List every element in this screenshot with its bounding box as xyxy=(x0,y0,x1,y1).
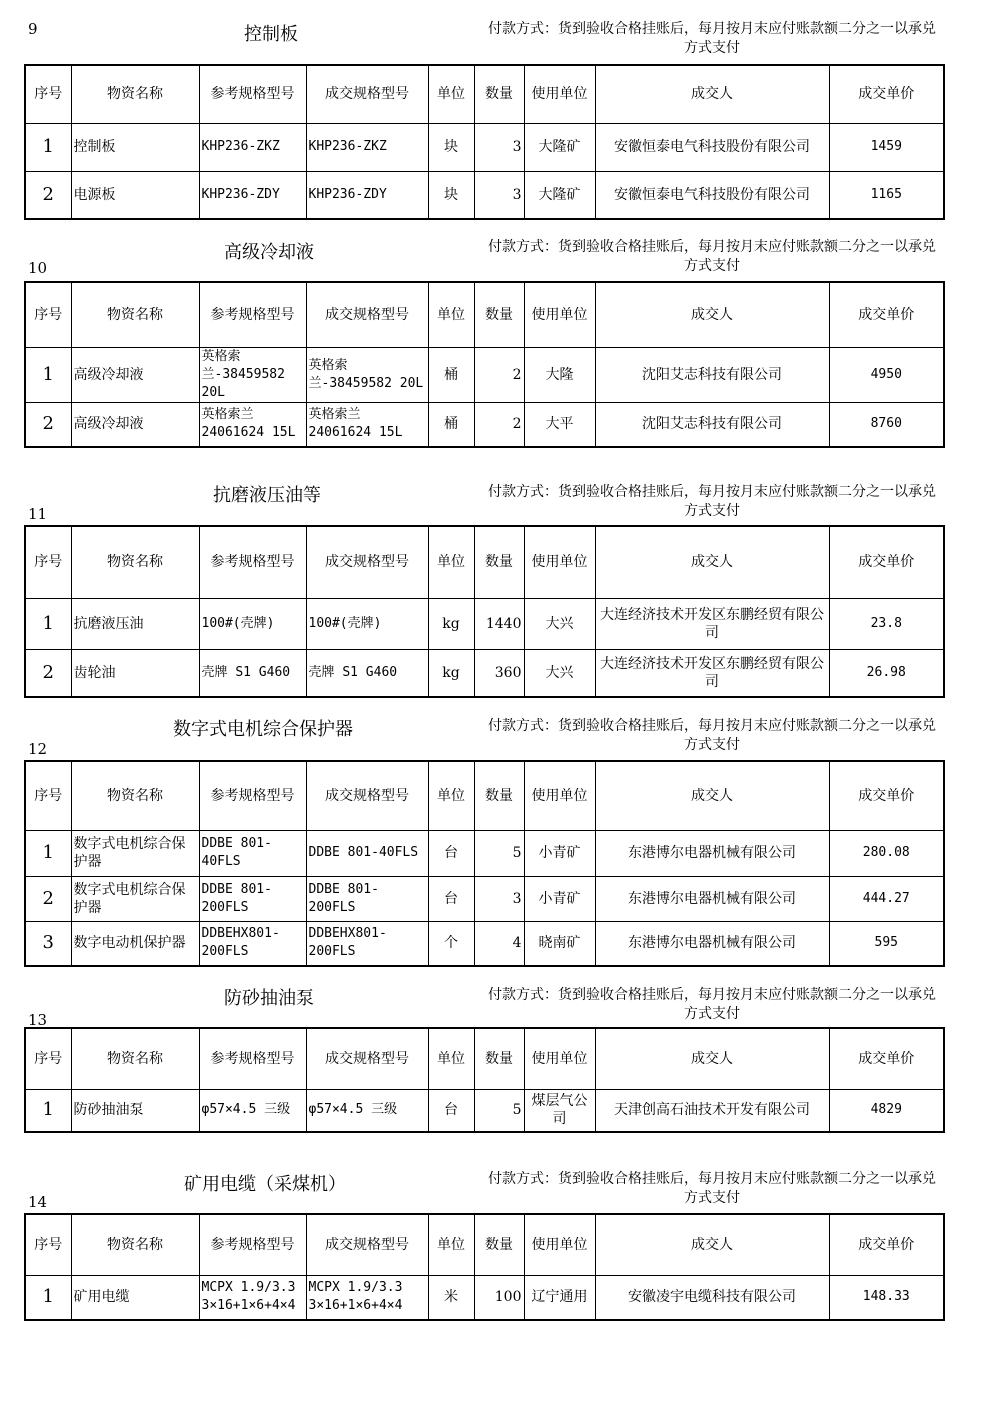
section-title: 高级冷却液 xyxy=(224,242,314,263)
column-header-unit: 单位 xyxy=(428,761,474,830)
table-row xyxy=(25,876,944,921)
table-header-row xyxy=(25,1214,944,1275)
column-header-user: 使用单位 xyxy=(524,1028,595,1089)
cell-ref: 英格索兰 24061624 15L xyxy=(199,402,306,447)
cell-vendor: 东港博尔电器机械有限公司 xyxy=(595,921,829,966)
table-row xyxy=(25,830,944,876)
payment-terms: 付款方式：货到验收合格挂账后，每月按月末应付账款额二分之一以承兑方式支付 xyxy=(488,484,936,519)
cell-seq: 1 xyxy=(25,598,71,649)
cell-name: 抗磨液压油 xyxy=(71,598,199,649)
column-header-qty: 数量 xyxy=(474,1214,524,1275)
column-header-unit: 单位 xyxy=(428,1214,474,1275)
column-header-seq: 序号 xyxy=(25,1028,71,1089)
section-title: 防砂抽油泵 xyxy=(224,988,314,1009)
cell-price: 4950 xyxy=(829,347,944,402)
table-header-row xyxy=(25,1028,944,1089)
cell-qty: 2 xyxy=(474,347,524,402)
cell-deal: DDBE 801-200FLS xyxy=(306,876,428,921)
section-number: 14 xyxy=(28,1193,48,1211)
table-row xyxy=(25,649,944,697)
cell-user: 大隆 xyxy=(524,347,595,402)
cell-seq: 2 xyxy=(25,876,71,921)
cell-user: 煤层气公司 xyxy=(524,1089,595,1132)
column-header-name: 物资名称 xyxy=(71,1028,199,1089)
column-header-vendor: 成交人 xyxy=(595,1214,829,1275)
payment-terms: 付款方式：货到验收合格挂账后，每月按月末应付账款额二分之一以承兑方式支付 xyxy=(488,718,936,753)
cell-price: 148.33 xyxy=(829,1275,944,1320)
column-header-vendor: 成交人 xyxy=(595,1028,829,1089)
cell-user: 大兴 xyxy=(524,598,595,649)
cell-qty: 3 xyxy=(474,171,524,219)
column-header-deal: 成交规格型号 xyxy=(306,282,428,347)
column-header-name: 物资名称 xyxy=(71,65,199,123)
column-header-user: 使用单位 xyxy=(524,282,595,347)
column-header-ref: 参考规格型号 xyxy=(199,1028,306,1089)
column-header-name: 物资名称 xyxy=(71,282,199,347)
cell-qty: 3 xyxy=(474,123,524,171)
column-header-seq: 序号 xyxy=(25,526,71,598)
cell-unit: 台 xyxy=(428,830,474,876)
cell-ref: MCPX 1.9/3.3 3×16+1×6+4×4 xyxy=(199,1275,306,1320)
cell-vendor: 东港博尔电器机械有限公司 xyxy=(595,830,829,876)
column-header-seq: 序号 xyxy=(25,761,71,830)
procurement-table xyxy=(24,760,945,967)
column-header-unit: 单位 xyxy=(428,282,474,347)
column-header-qty: 数量 xyxy=(474,526,524,598)
cell-qty: 4 xyxy=(474,921,524,966)
column-header-user: 使用单位 xyxy=(524,761,595,830)
cell-price: 280.08 xyxy=(829,830,944,876)
column-header-price: 成交单价 xyxy=(829,1214,944,1275)
cell-qty: 3 xyxy=(474,876,524,921)
cell-seq: 2 xyxy=(25,649,71,697)
cell-price: 1165 xyxy=(829,171,944,219)
cell-user: 辽宁通用 xyxy=(524,1275,595,1320)
cell-unit: kg xyxy=(428,649,474,697)
cell-unit: kg xyxy=(428,598,474,649)
cell-qty: 100 xyxy=(474,1275,524,1320)
column-header-seq: 序号 xyxy=(25,65,71,123)
table-row xyxy=(25,1089,944,1132)
cell-name: 数字电动机保护器 xyxy=(71,921,199,966)
cell-vendor: 天津创高石油技术开发有限公司 xyxy=(595,1089,829,1132)
cell-qty: 5 xyxy=(474,1089,524,1132)
payment-terms: 付款方式：货到验收合格挂账后，每月按月末应付账款额二分之一以承兑方式支付 xyxy=(488,21,936,56)
column-header-ref: 参考规格型号 xyxy=(199,282,306,347)
cell-seq: 3 xyxy=(25,921,71,966)
cell-unit: 桶 xyxy=(428,347,474,402)
cell-seq: 2 xyxy=(25,402,71,447)
cell-deal: DDBE 801-40FLS xyxy=(306,830,428,876)
cell-price: 8760 xyxy=(829,402,944,447)
section-number: 10 xyxy=(28,259,48,277)
cell-deal: φ57×4.5 三级 xyxy=(306,1089,428,1132)
column-header-unit: 单位 xyxy=(428,526,474,598)
column-header-price: 成交单价 xyxy=(829,65,944,123)
table-header-row xyxy=(25,282,944,347)
cell-user: 晓南矿 xyxy=(524,921,595,966)
column-header-qty: 数量 xyxy=(474,282,524,347)
table-header-row xyxy=(25,526,944,598)
column-header-ref: 参考规格型号 xyxy=(199,65,306,123)
cell-seq: 2 xyxy=(25,171,71,219)
column-header-deal: 成交规格型号 xyxy=(306,65,428,123)
cell-name: 电源板 xyxy=(71,171,199,219)
table-row xyxy=(25,123,944,171)
column-header-vendor: 成交人 xyxy=(595,526,829,598)
cell-ref: 英格索兰-38459582 20L xyxy=(199,347,306,402)
cell-deal: 英格索兰 24061624 15L xyxy=(306,402,428,447)
cell-unit: 个 xyxy=(428,921,474,966)
cell-unit: 桶 xyxy=(428,402,474,447)
column-header-ref: 参考规格型号 xyxy=(199,526,306,598)
cell-user: 大平 xyxy=(524,402,595,447)
cell-vendor: 大连经济技术开发区东鹏经贸有限公司 xyxy=(595,649,829,697)
column-header-name: 物资名称 xyxy=(71,761,199,830)
column-header-seq: 序号 xyxy=(25,1214,71,1275)
cell-user: 小青矿 xyxy=(524,830,595,876)
procurement-table xyxy=(24,1213,945,1321)
cell-vendor: 安徽凌宇电缆科技有限公司 xyxy=(595,1275,829,1320)
table-row xyxy=(25,1275,944,1320)
section-title: 抗磨液压油等 xyxy=(213,485,321,506)
column-header-user: 使用单位 xyxy=(524,526,595,598)
column-header-deal: 成交规格型号 xyxy=(306,1028,428,1089)
cell-seq: 1 xyxy=(25,347,71,402)
cell-ref: 壳牌 S1 G460 xyxy=(199,649,306,697)
payment-terms: 付款方式：货到验收合格挂账后，每月按月末应付账款额二分之一以承兑方式支付 xyxy=(488,987,936,1022)
cell-name: 高级冷却液 xyxy=(71,347,199,402)
table-header-row xyxy=(25,65,944,123)
cell-qty: 360 xyxy=(474,649,524,697)
cell-qty: 5 xyxy=(474,830,524,876)
cell-name: 高级冷却液 xyxy=(71,402,199,447)
cell-name: 矿用电缆 xyxy=(71,1275,199,1320)
column-header-name: 物资名称 xyxy=(71,1214,199,1275)
cell-price: 23.8 xyxy=(829,598,944,649)
column-header-seq: 序号 xyxy=(25,282,71,347)
cell-name: 齿轮油 xyxy=(71,649,199,697)
cell-unit: 块 xyxy=(428,123,474,171)
cell-deal: 壳牌 S1 G460 xyxy=(306,649,428,697)
cell-name: 防砂抽油泵 xyxy=(71,1089,199,1132)
cell-qty: 2 xyxy=(474,402,524,447)
section-title: 矿用电缆（采煤机） xyxy=(184,1174,346,1195)
column-header-price: 成交单价 xyxy=(829,526,944,598)
table-row xyxy=(25,347,944,402)
table-row xyxy=(25,921,944,966)
payment-terms: 付款方式：货到验收合格挂账后，每月按月末应付账款额二分之一以承兑方式支付 xyxy=(488,239,936,274)
cell-unit: 块 xyxy=(428,171,474,219)
column-header-price: 成交单价 xyxy=(829,761,944,830)
cell-vendor: 沈阳艾志科技有限公司 xyxy=(595,402,829,447)
cell-user: 小青矿 xyxy=(524,876,595,921)
cell-ref: KHP236-ZDY xyxy=(199,171,306,219)
cell-vendor: 东港博尔电器机械有限公司 xyxy=(595,876,829,921)
cell-unit: 米 xyxy=(428,1275,474,1320)
cell-name: 数字式电机综合保护器 xyxy=(71,876,199,921)
column-header-price: 成交单价 xyxy=(829,1028,944,1089)
cell-ref: 100#(壳牌) xyxy=(199,598,306,649)
cell-name: 控制板 xyxy=(71,123,199,171)
procurement-table xyxy=(24,64,945,220)
cell-name: 数字式电机综合保护器 xyxy=(71,830,199,876)
column-header-price: 成交单价 xyxy=(829,282,944,347)
cell-qty: 1440 xyxy=(474,598,524,649)
cell-deal: KHP236-ZDY xyxy=(306,171,428,219)
section-number: 13 xyxy=(28,1011,48,1029)
cell-user: 大隆矿 xyxy=(524,171,595,219)
section-title: 数字式电机综合保护器 xyxy=(173,719,353,740)
cell-deal: KHP236-ZKZ xyxy=(306,123,428,171)
section-number: 9 xyxy=(28,20,38,38)
cell-ref: DDBE 801-200FLS xyxy=(199,876,306,921)
cell-price: 26.98 xyxy=(829,649,944,697)
section-title: 控制板 xyxy=(244,24,298,45)
column-header-vendor: 成交人 xyxy=(595,65,829,123)
cell-unit: 台 xyxy=(428,1089,474,1132)
cell-seq: 1 xyxy=(25,123,71,171)
column-header-deal: 成交规格型号 xyxy=(306,761,428,830)
column-header-qty: 数量 xyxy=(474,1028,524,1089)
procurement-table xyxy=(24,525,945,698)
cell-deal: 100#(壳牌) xyxy=(306,598,428,649)
column-header-unit: 单位 xyxy=(428,65,474,123)
cell-price: 444.27 xyxy=(829,876,944,921)
section-number: 12 xyxy=(28,740,48,758)
cell-vendor: 安徽恒泰电气科技股份有限公司 xyxy=(595,123,829,171)
procurement-table xyxy=(24,281,945,448)
column-header-qty: 数量 xyxy=(474,65,524,123)
procurement-table xyxy=(24,1027,945,1133)
cell-ref: DDBE 801-40FLS xyxy=(199,830,306,876)
cell-seq: 1 xyxy=(25,1089,71,1132)
column-header-user: 使用单位 xyxy=(524,1214,595,1275)
column-header-user: 使用单位 xyxy=(524,65,595,123)
cell-deal: DDBEHX801-200FLS xyxy=(306,921,428,966)
cell-ref: KHP236-ZKZ xyxy=(199,123,306,171)
cell-seq: 1 xyxy=(25,830,71,876)
column-header-vendor: 成交人 xyxy=(595,282,829,347)
cell-user: 大隆矿 xyxy=(524,123,595,171)
cell-seq: 1 xyxy=(25,1275,71,1320)
table-row xyxy=(25,402,944,447)
table-header-row xyxy=(25,761,944,830)
cell-ref: DDBEHX801-200FLS xyxy=(199,921,306,966)
cell-vendor: 大连经济技术开发区东鹏经贸有限公司 xyxy=(595,598,829,649)
payment-terms: 付款方式：货到验收合格挂账后，每月按月末应付账款额二分之一以承兑方式支付 xyxy=(488,1171,936,1206)
cell-price: 4829 xyxy=(829,1089,944,1132)
cell-price: 1459 xyxy=(829,123,944,171)
section-number: 11 xyxy=(28,505,48,523)
column-header-unit: 单位 xyxy=(428,1028,474,1089)
cell-deal: MCPX 1.9/3.3 3×16+1×6+4×4 xyxy=(306,1275,428,1320)
column-header-qty: 数量 xyxy=(474,761,524,830)
column-header-vendor: 成交人 xyxy=(595,761,829,830)
column-header-deal: 成交规格型号 xyxy=(306,1214,428,1275)
cell-price: 595 xyxy=(829,921,944,966)
cell-vendor: 沈阳艾志科技有限公司 xyxy=(595,347,829,402)
cell-unit: 台 xyxy=(428,876,474,921)
column-header-ref: 参考规格型号 xyxy=(199,761,306,830)
table-row xyxy=(25,171,944,219)
column-header-ref: 参考规格型号 xyxy=(199,1214,306,1275)
column-header-name: 物资名称 xyxy=(71,526,199,598)
cell-deal: 英格索兰-38459582 20L xyxy=(306,347,428,402)
table-row xyxy=(25,598,944,649)
cell-vendor: 安徽恒泰电气科技股份有限公司 xyxy=(595,171,829,219)
cell-ref: φ57×4.5 三级 xyxy=(199,1089,306,1132)
cell-user: 大兴 xyxy=(524,649,595,697)
column-header-deal: 成交规格型号 xyxy=(306,526,428,598)
